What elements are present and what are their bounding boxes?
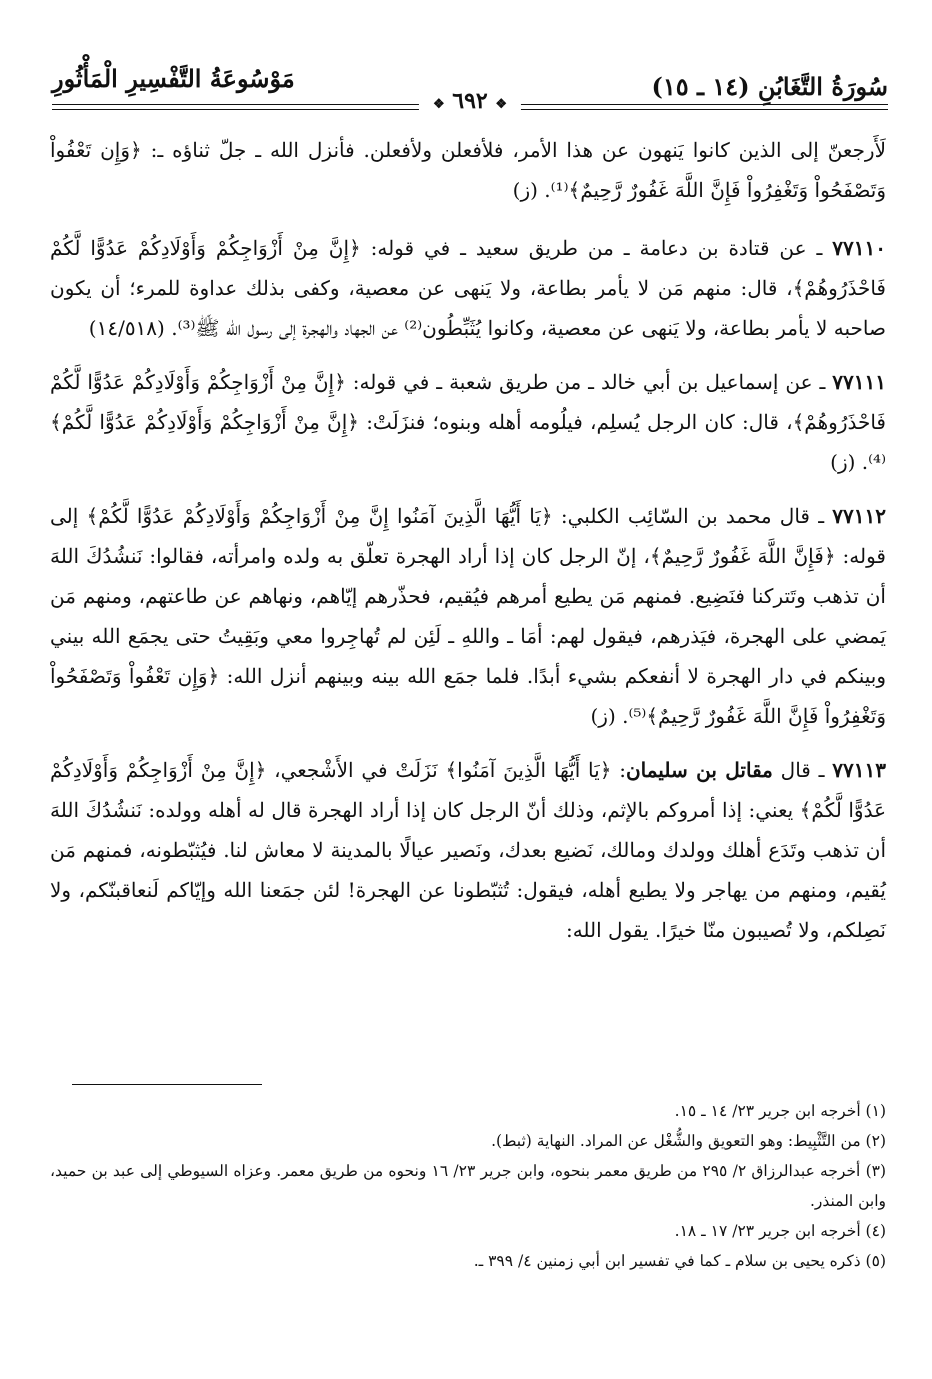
paragraph-text: ـ عن قتادة بن دعامة ـ من طريق سعيد ـ في قوله: ﴿إِنَّ مِنْ أَزْوَاجِكُمْ وَأَوْلَادِكُمْ عَدُوًّا لَّكُمْ فَاحْذَرُوهُمْ﴾، قال: منهم مَن لا يأمر بطاعة، ولا يَنهى عن معصية، وكفى بذلك عداوة للمرء؛ أن يكون صاحبه لا يأمر بطاعة، ولا يَنهى عن معصية، وكانوا يُثَبِّطُون⁽²⁾ عن الجهاد والهجرة إلى رسول الله ﷺ⁽³⁾. (١٤/٥١٨)	[50, 236, 886, 340]
paragraph-text: ـ عن إسماعيل بن أبي خالد ـ من طريق شعبة ـ في قوله: ﴿إِنَّ مِنْ أَزْوَاجِكُمْ وَأَوْلَادِكُمْ عَدُوًّا لَّكُمْ فَاحْذَرُوهُمْ﴾، قال: كان الرجل يُسلِم، فيلُومه أهله وبنوه؛ فنزَلَتْ: ﴿إِنَّ مِنْ أَزْوَاجِكُمْ وَأَوْلَادِكُمْ عَدُوًّا لَّكُمْ﴾⁽⁴⁾. (ز)	[50, 370, 886, 474]
page-number-value: ٦٩٢	[452, 88, 488, 114]
footnote: (٤) أخرجه ابن جرير ٢٣/ ١٧ ـ ١٨.	[674, 1222, 886, 1240]
running-head	[52, 58, 888, 114]
narration-paragraph	[50, 228, 886, 348]
footnote: (٣) أخرجه عبدالرزاق ٢/ ٢٩٥ من طريق معمر بنحوه، وابن جرير ٢٣/ ١٦ ونحوه من طريق معمر. وعزاه السيوطي إلى عبد بن حميد، وابن المنذر.	[50, 1162, 887, 1210]
paragraph-text: ـ قال محمد بن السّائِب الكلبي: ﴿يَا أَيُّهَا الَّذِينَ آمَنُوا إِنَّ مِنْ أَزْوَاجِكُمْ وَأَوْلَادِكُمْ عَدُوًّا لَّكُمْ﴾ إلى قوله: ﴿فَإِنَّ اللَّهَ غَفُورٌ رَّحِيمٌ﴾، إنّ الرجل كان إذا أراد الهجرة تعلّق به ولده وامرأته، فقالوا: نَنشُدُكَ اللهَ أن تذهب وتَتركنا فنَضِيع. فمنهم مَن يطيع أمرهم فيُقيم، فحذّرهم إيّاهم، ونهاهم عن طاعتهم، ومنهم مَن يَمضي على الهجرة، فيَذرهم، فيقول لهم: أمَا ـ واللهِ ـ لَئِن لم تُهاجِروا معي وبَقِيتُ حتى يجمَع الله بيني وبينكم في دار الهجرة لا أنفعكم بشيء أبدًا. فلما جمَع الله بينه وبينهم أنزل الله: ﴿وَإِن تَعْفُواْ وَتَصْفَحُواْ وَتَغْفِرُواْ فَإِنَّ اللَّهَ غَفُورٌ رَّحِيمٌ﴾⁽⁵⁾. (ز)	[50, 504, 886, 728]
paragraph-text: لَأَرجعنّ إلى الذين كانوا يَنهون عن هذا الأمر، فلأفعلن ولأفعلن. فأنزل الله ـ جلّ ثناؤه ـ: ﴿وَإِن تَعْفُواْ وَتَصْفَحُواْ وَتَغْفِرُواْ فَإِنَّ اللَّهَ غَفُورٌ رَّحِيمٌ﴾⁽¹⁾. (ز)	[50, 138, 886, 202]
footnotes	[50, 1096, 886, 1276]
narration-paragraph	[50, 496, 886, 736]
ornament-icon: ❖	[432, 97, 445, 112]
encyclopedia-title: مَوْسُوعَةُ التَّفْسِيرِ الْمَأْثُورِ	[52, 64, 295, 93]
narration-paragraph	[50, 362, 886, 482]
ornament-icon: ❖	[495, 97, 508, 112]
footnote: (٢) من التَّثْبِيط: وهو التعويق والشُّغْل عن المراد. النهاية (ثبط).	[491, 1132, 886, 1150]
page-body	[50, 130, 886, 964]
narration-number: ٧٧١١٢	[832, 504, 886, 528]
paragraph-continuation	[50, 130, 886, 210]
footnote: (٥) ذكره يحيى بن سلام ـ كما في تفسير ابن أبي زمنين ٤/ ٣٩٩ ـ.	[473, 1252, 886, 1270]
footnote-separator	[72, 1084, 262, 1085]
footnote: (١) أخرجه ابن جرير ٢٣/ ١٤ ـ ١٥.	[674, 1102, 886, 1120]
narration-number: ٧٧١١٣	[832, 758, 886, 782]
narrator-name: مقاتل بن سليمان	[625, 758, 773, 782]
surah-title: سُورَةُ التَّغَابُنِ (١٤ ـ ١٥)	[651, 72, 888, 101]
page-number	[419, 88, 521, 114]
narration-number: ٧٧١١٠	[832, 236, 886, 260]
narration-number: ٧٧١١١	[832, 370, 886, 394]
narration-paragraph	[50, 750, 886, 950]
paragraph-prefix: ـ قال	[772, 758, 833, 782]
paragraph-text: : ﴿يَا أَيُّهَا الَّذِينَ آمَنُوا﴾ نَزَلَتْ في الأَشْجعي، ﴿إِنَّ مِنْ أَزْوَاجِكُمْ وَأَوْلَادِكُمْ عَدُوًّا لَّكُمْ﴾ يعني: إذا أمروكم بالإثم، وذلك أنّ الرجل كان إذا أراد الهجرة قال له أهله وولده: نَنشُدُكَ اللهَ أن تذهب وتَدَع أهلك وولدك ومالك، نَضيع بعدك، ونَصير عيالًا بالمدينة لا معاش لنا. فيُثبّطونه، فمنهم مَن يُقيم، ومنهم من يهاجر ولا يطيع أهله، فيقول: تُثبّطونا عن الهجرة! لئن جمَعنا الله وإيّاكم لَنعاقبنّكم، ولا نَصِلكم، ولا تُصيبون منّا خيرًا. يقول الله:	[50, 758, 887, 942]
